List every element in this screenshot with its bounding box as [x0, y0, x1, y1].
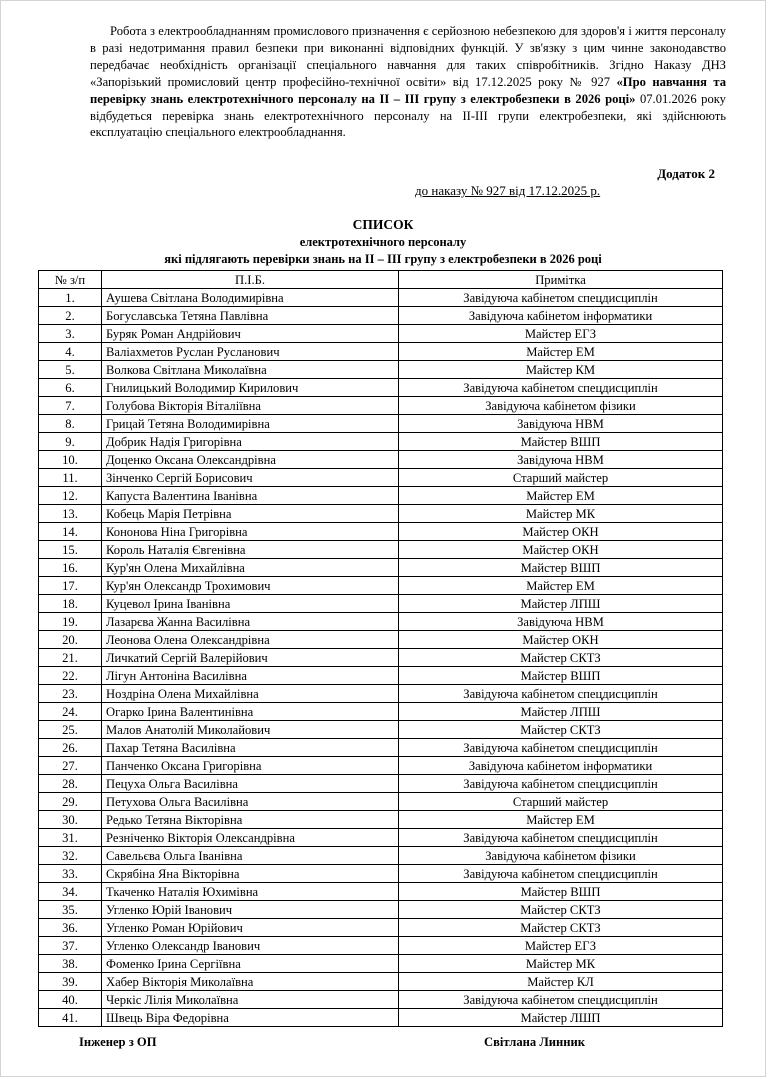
- row-note: Майстер СКТЗ: [399, 721, 723, 739]
- table-row: [39, 343, 723, 361]
- table-row: [39, 757, 723, 775]
- row-note: Майстер ВШП: [399, 433, 723, 451]
- row-full-name: Угленко Роман Юрійович: [102, 919, 399, 937]
- table-header-row: [39, 271, 723, 289]
- table-row: [39, 487, 723, 505]
- row-note: Майстер ОКН: [399, 541, 723, 559]
- row-number: 21.: [39, 649, 102, 667]
- row-number: 10.: [39, 451, 102, 469]
- row-note: Майстер ОКН: [399, 631, 723, 649]
- row-number: 36.: [39, 919, 102, 937]
- row-full-name: Волкова Світлана Миколаївна: [102, 361, 399, 379]
- row-full-name: Буряк Роман Андрійович: [102, 325, 399, 343]
- list-title: СПИСОК: [352, 217, 414, 232]
- row-full-name: Савельєва Ольга Іванівна: [102, 847, 399, 865]
- row-note: Майстер КЛ: [399, 973, 723, 991]
- appendix-label: Додаток 2: [657, 166, 715, 181]
- row-full-name: Куцевол Ірина Іванівна: [102, 595, 399, 613]
- row-number: 27.: [39, 757, 102, 775]
- row-number: 11.: [39, 469, 102, 487]
- table-row: [39, 541, 723, 559]
- table-row: [39, 325, 723, 343]
- row-number: 7.: [39, 397, 102, 415]
- table-row: [39, 379, 723, 397]
- table-row: [39, 649, 723, 667]
- row-full-name: Скрябіна Яна Вікторівна: [102, 865, 399, 883]
- row-full-name: Кононова Ніна Григорівна: [102, 523, 399, 541]
- row-number: 34.: [39, 883, 102, 901]
- table-row: [39, 991, 723, 1009]
- row-note: Майстер ВШП: [399, 667, 723, 685]
- row-full-name: Малов Анатолій Миколайович: [102, 721, 399, 739]
- row-note: Майстер КМ: [399, 361, 723, 379]
- row-number: 6.: [39, 379, 102, 397]
- header-full-name: П.І.Б.: [102, 271, 399, 289]
- row-note: Завідуюча кабінетом спецдисциплін: [399, 865, 723, 883]
- row-number: 28.: [39, 775, 102, 793]
- row-full-name: Валіахметов Руслан Русланович: [102, 343, 399, 361]
- row-full-name: Резніченко Вікторія Олександрівна: [102, 829, 399, 847]
- row-full-name: Ткаченко Наталія Юхимівна: [102, 883, 399, 901]
- row-full-name: Панченко Оксана Григорівна: [102, 757, 399, 775]
- row-number: 13.: [39, 505, 102, 523]
- row-note: Майстер ЛПШ: [399, 703, 723, 721]
- row-note: Завідуюча кабінетом спецдисциплін: [399, 289, 723, 307]
- row-note: Майстер СКТЗ: [399, 919, 723, 937]
- row-note: Завідуюча кабінетом спецдисциплін: [399, 991, 723, 1009]
- row-full-name: Черкіс Лілія Миколаївна: [102, 991, 399, 1009]
- row-number: 18.: [39, 595, 102, 613]
- table-row: [39, 703, 723, 721]
- order-title: «Про навчання та перевірку знань електротехнічного персоналу на II – III групу з електробезпеки в 2026 році»: [90, 74, 726, 106]
- row-note: Майстер ЕМ: [399, 577, 723, 595]
- row-note: Майстер ВШП: [399, 559, 723, 577]
- row-number: 23.: [39, 685, 102, 703]
- row-note: Майстер СКТЗ: [399, 901, 723, 919]
- row-note: Майстер МК: [399, 505, 723, 523]
- row-full-name: Леонова Олена Олександрівна: [102, 631, 399, 649]
- row-number: 26.: [39, 739, 102, 757]
- table-row: [39, 361, 723, 379]
- row-number: 24.: [39, 703, 102, 721]
- row-note: Старший майстер: [399, 793, 723, 811]
- row-number: 31.: [39, 829, 102, 847]
- row-note: Завідуюча кабінетом фізики: [399, 847, 723, 865]
- row-number: 38.: [39, 955, 102, 973]
- table-row: [39, 523, 723, 541]
- row-full-name: Кур'ян Олена Михайлівна: [102, 559, 399, 577]
- intro-paragraph: [90, 23, 726, 141]
- row-number: 19.: [39, 613, 102, 631]
- row-full-name: Король Наталія Євгенівна: [102, 541, 399, 559]
- table-row: [39, 397, 723, 415]
- row-full-name: Лазарєва Жанна Василівна: [102, 613, 399, 631]
- row-number: 39.: [39, 973, 102, 991]
- row-number: 29.: [39, 793, 102, 811]
- table-row: [39, 793, 723, 811]
- row-note: Майстер ВШП: [399, 883, 723, 901]
- row-full-name: Фоменко Ірина Сергіївна: [102, 955, 399, 973]
- table-row: [39, 901, 723, 919]
- row-note: Завідуюча НВМ: [399, 613, 723, 631]
- row-number: 41.: [39, 1009, 102, 1027]
- row-number: 37.: [39, 937, 102, 955]
- row-full-name: Аушева Світлана Володимирівна: [102, 289, 399, 307]
- row-full-name: Хабер Вікторія Миколаївна: [102, 973, 399, 991]
- table-row: [39, 1009, 723, 1027]
- table-row: [39, 289, 723, 307]
- header-note: Примітка: [399, 271, 723, 289]
- row-number: 25.: [39, 721, 102, 739]
- row-note: Завідуюча кабінетом спецдисциплін: [399, 685, 723, 703]
- row-note: Майстер ЕГЗ: [399, 325, 723, 343]
- row-number: 16.: [39, 559, 102, 577]
- row-full-name: Грицай Тетяна Володимирівна: [102, 415, 399, 433]
- table-row: [39, 811, 723, 829]
- row-number: 12.: [39, 487, 102, 505]
- signature-position: Інженер з ОП: [79, 1035, 157, 1049]
- row-full-name: Доценко Оксана Олександрівна: [102, 451, 399, 469]
- row-note: Майстер ОКН: [399, 523, 723, 541]
- row-number: 5.: [39, 361, 102, 379]
- row-note: Майстер ЕМ: [399, 343, 723, 361]
- row-number: 9.: [39, 433, 102, 451]
- row-note: Завідуюча кабінетом інформатики: [399, 757, 723, 775]
- row-note: Завідуюча НВМ: [399, 415, 723, 433]
- row-number: 4.: [39, 343, 102, 361]
- row-note: Майстер ЛШП: [399, 1009, 723, 1027]
- row-note: Старший майстер: [399, 469, 723, 487]
- signature-name: Світлана Линник: [484, 1035, 585, 1049]
- table-row: [39, 937, 723, 955]
- row-full-name: Огарко Ірина Валентинівна: [102, 703, 399, 721]
- row-number: 2.: [39, 307, 102, 325]
- table-row: [39, 613, 723, 631]
- list-subtitle: електротехнічного персоналу: [299, 235, 467, 249]
- row-note: Завідуюча кабінетом спецдисциплін: [399, 829, 723, 847]
- row-full-name: Добрик Надія Григорівна: [102, 433, 399, 451]
- row-note: Майстер ЕМ: [399, 811, 723, 829]
- table-row: [39, 415, 723, 433]
- row-full-name: Кур'ян Олександр Трохимович: [102, 577, 399, 595]
- row-number: 22.: [39, 667, 102, 685]
- row-full-name: Угленко Олександр Іванович: [102, 937, 399, 955]
- row-number: 3.: [39, 325, 102, 343]
- row-number: 20.: [39, 631, 102, 649]
- row-note: Майстер ЕМ: [399, 487, 723, 505]
- row-note: Майстер МК: [399, 955, 723, 973]
- table-row: [39, 469, 723, 487]
- row-full-name: Пахар Тетяна Василівна: [102, 739, 399, 757]
- table-row: [39, 559, 723, 577]
- table-row: [39, 955, 723, 973]
- row-note: Майстер ЛПШ: [399, 595, 723, 613]
- table-row: [39, 775, 723, 793]
- row-full-name: Гнилицький Володимир Кирилович: [102, 379, 399, 397]
- row-full-name: Кобець Марія Петрівна: [102, 505, 399, 523]
- row-number: 32.: [39, 847, 102, 865]
- row-note: Завідуюча кабінетом спецдисциплін: [399, 775, 723, 793]
- row-full-name: Зінченко Сергій Борисович: [102, 469, 399, 487]
- row-number: 40.: [39, 991, 102, 1009]
- header-number: № з/п: [39, 271, 102, 289]
- row-number: 15.: [39, 541, 102, 559]
- table-row: [39, 847, 723, 865]
- row-full-name: Редько Тетяна Вікторівна: [102, 811, 399, 829]
- row-number: 1.: [39, 289, 102, 307]
- row-full-name: Ноздріна Олена Михайлівна: [102, 685, 399, 703]
- row-number: 14.: [39, 523, 102, 541]
- table-row: [39, 829, 723, 847]
- row-number: 35.: [39, 901, 102, 919]
- table-row: [39, 595, 723, 613]
- row-full-name: Швець Віра Федорівна: [102, 1009, 399, 1027]
- row-note: Майстер СКТЗ: [399, 649, 723, 667]
- table-row: [39, 667, 723, 685]
- row-full-name: Угленко Юрій Іванович: [102, 901, 399, 919]
- table-row: [39, 433, 723, 451]
- table-row: [39, 685, 723, 703]
- table-row: [39, 721, 723, 739]
- row-full-name: Личкатий Сергій Валерійович: [102, 649, 399, 667]
- table-row: [39, 865, 723, 883]
- row-number: 17.: [39, 577, 102, 595]
- table-row: [39, 631, 723, 649]
- row-note: Завідуюча кабінетом фізики: [399, 397, 723, 415]
- intro-text-part2: 07.01.2026 року відбудеться перевірка знань електротехнічного персоналу на II-III групи електробезпеки, які здійснюють експлуатацію спеціального електрообладнання.: [90, 91, 726, 140]
- table-row: [39, 883, 723, 901]
- table-row: [39, 451, 723, 469]
- row-note: Завідуюча кабінетом інформатики: [399, 307, 723, 325]
- row-full-name: Богуславська Тетяна Павлівна: [102, 307, 399, 325]
- row-full-name: Пецуха Ольга Василівна: [102, 775, 399, 793]
- personnel-table: [38, 270, 723, 1027]
- table-row: [39, 307, 723, 325]
- row-number: 8.: [39, 415, 102, 433]
- table-row: [39, 505, 723, 523]
- order-reference: до наказу № 927 від 17.12.2025 р.: [415, 183, 601, 198]
- row-full-name: Петухова Ольга Василівна: [102, 793, 399, 811]
- row-note: Завідуюча кабінетом спецдисциплін: [399, 379, 723, 397]
- row-full-name: Лігун Антоніна Василівна: [102, 667, 399, 685]
- row-note: Завідуюча НВМ: [399, 451, 723, 469]
- table-row: [39, 739, 723, 757]
- table-row: [39, 973, 723, 991]
- row-note: Завідуюча кабінетом спецдисциплін: [399, 739, 723, 757]
- row-full-name: Капуста Валентина Іванівна: [102, 487, 399, 505]
- table-row: [39, 577, 723, 595]
- table-row: [39, 919, 723, 937]
- row-number: 33.: [39, 865, 102, 883]
- list-description: які підлягають перевірки знань на II – III групу з електробезпеки в 2026 році: [164, 252, 602, 266]
- intro-text-part1: Робота з електрообладнанням промислового призначення є серйозною небезпекою для здоров'я і життя персоналу в разі недотримання правил безпеки при виконанні відповідних функцій. У зв'язку з цим чинне законодавство передбачає необхідність організації спеціального навчання для таких співробітників. Згідно Наказу ДНЗ «Запорізький промисловий центр професійно-технічної освіти» від 17.12.2025 року № 927: [90, 24, 726, 89]
- row-full-name: Голубова Вікторія Віталіївна: [102, 397, 399, 415]
- row-note: Майстер ЕГЗ: [399, 937, 723, 955]
- row-number: 30.: [39, 811, 102, 829]
